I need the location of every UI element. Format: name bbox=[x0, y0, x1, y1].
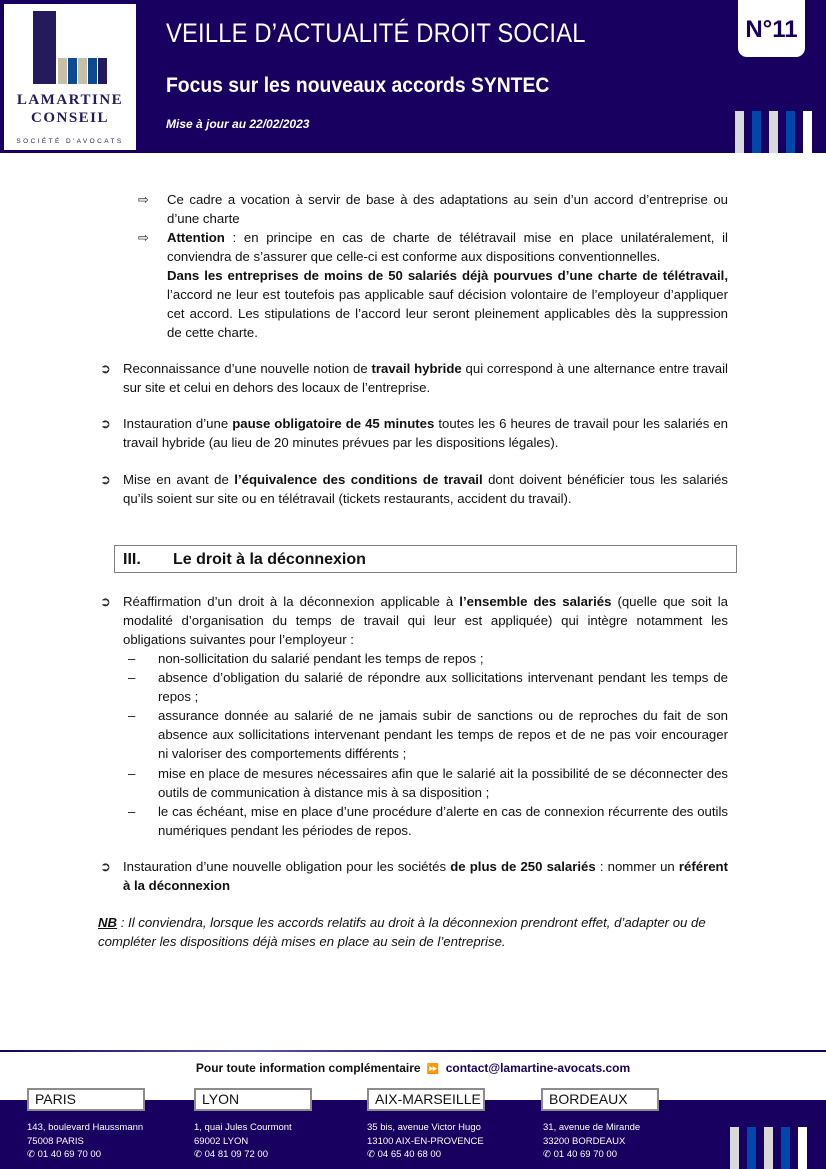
office-address-paris: 143, boulevard Haussmann 75008 PARIS ✆ 01 40 69 70 00 bbox=[27, 1122, 144, 1160]
office-city-paris: PARIS bbox=[27, 1088, 145, 1111]
office-city-lyon: LYON bbox=[194, 1088, 312, 1111]
curved-arrow-bullet-icon: ➲ bbox=[100, 859, 111, 874]
nb-label: NB bbox=[98, 915, 118, 930]
section-heading bbox=[114, 545, 737, 573]
newsletter-subtitle: Focus sur les nouveaux accords SYNTEC bbox=[166, 74, 550, 97]
logo-name-line1: LAMARTINE bbox=[16, 92, 124, 108]
list-item: Réaffirmation d’un droit à la déconnexion applicable à l’ensemble des salariés (quelle que soit la modalité d’organisation du temps de travail qui leur est appliquée) qui intègre notamment les obligations suivantes pour l’employeur : bbox=[123, 594, 728, 647]
phone-icon: ✆ bbox=[27, 1149, 35, 1160]
office-city-aix-marseille: AIX-MARSEILLE bbox=[367, 1088, 485, 1111]
footer-divider bbox=[0, 1050, 826, 1052]
obligation-item: non-sollicitation du salarié pendant les temps de repos ; bbox=[158, 651, 484, 666]
update-date: Mise à jour au 22/02/2023 bbox=[166, 117, 310, 131]
list-item: Instauration d’une nouvelle obligation pour les sociétés de plus de 250 salariés : nommer un référent à la déconnexion bbox=[123, 859, 728, 893]
curved-arrow-bullet-icon: ➲ bbox=[100, 594, 111, 609]
dash-bullet-icon: – bbox=[128, 651, 136, 666]
list-item: Reconnaissance d’une nouvelle notion de travail hybride qui correspond à une alternance entre travail sur site et celui en dehors des locaux de l’entreprise. bbox=[123, 361, 728, 395]
arrow-right-outline-icon: ⇨ bbox=[138, 230, 149, 245]
curved-arrow-bullet-icon: ➲ bbox=[100, 472, 111, 487]
office-address-lyon: 1, quai Jules Courmont 69002 LYON ✆ 04 81 09 72 00 bbox=[194, 1122, 292, 1160]
footer-contact-line: Pour toute information complémentaire ⏩ contact@lamartine-avocats.com bbox=[195, 1061, 631, 1075]
sub-list-item: Attention : en principe en cas de charte de télétravail mise en place unilatéralement, il conviendra de s’assurer que celle-ci est conforme aux dispositions conventionnelles. Dans les entreprises de moins de 50 salariés déjà pourvues d’une charte de télétravail, l’accord ne leur est toutefois pas applicable sauf décision volontaire de l’employeur d’appliquer cet accord. Les stipulations de l’accord leur seront pleinement applicables dès la suppression de cette charte. bbox=[167, 230, 728, 340]
dash-bullet-icon: – bbox=[128, 766, 136, 781]
list-item: Mise en avant de l’équivalence des conditions de travail dont doivent bénéficier tous les salariés qu’ils soient sur site ou en télétravail (tickets restaurants, accident du travail). bbox=[123, 472, 728, 506]
nb-note: NB : Il conviendra, lorsque les accords relatifs au droit à la déconnexion prendront effet, d’adapter ou de compléter les dispositions déjà mises en place au sein de l’entreprise. bbox=[98, 915, 706, 949]
dash-bullet-icon: – bbox=[128, 708, 136, 723]
phone-icon: ✆ bbox=[543, 1149, 551, 1160]
section-title: Le droit à la déconnexion bbox=[173, 551, 366, 568]
curved-arrow-bullet-icon: ➲ bbox=[100, 416, 111, 431]
phone-icon: ✆ bbox=[367, 1149, 375, 1160]
issue-number-badge: N°11 bbox=[738, 0, 805, 57]
dash-bullet-icon: – bbox=[128, 670, 136, 685]
newsletter-title: VEILLE D’ACTUALITÉ DROIT SOCIAL bbox=[166, 18, 586, 48]
list-item: Instauration d’une pause obligatoire de 45 minutes toutes les 6 heures de travail pour les salariés en travail hybride (au lieu de 20 minutes prévues par les dispositions légales). bbox=[123, 416, 728, 450]
sub-list-item: Ce cadre a vocation à servir de base à des adaptations au sein d’un accord d’entreprise ou d’une charte bbox=[167, 192, 728, 226]
section-number: III. bbox=[123, 551, 141, 568]
logo-name-line2: CONSEIL bbox=[30, 110, 110, 126]
dash-bullet-icon: – bbox=[128, 804, 136, 819]
office-address-aix-marseille: 35 bis, avenue Victor Hugo 13100 AIX-EN-PROVENCE ✆ 04 65 40 68 00 bbox=[367, 1122, 484, 1160]
logo-tagline: SOCIÉTÉ D'AVOCATS bbox=[16, 138, 124, 145]
arrow-right-outline-icon: ⇨ bbox=[138, 192, 149, 207]
obligation-item: assurance donnée au salarié de ne jamais subir de sanctions ou de reproches du fait de son absence aux sollicitations intervenant pendant les temps de repos et de ne pas voir encourager ni valoriser des comportements différents ; bbox=[158, 708, 728, 761]
logo-mark-icon bbox=[33, 11, 108, 84]
header-banner bbox=[0, 0, 826, 153]
obligation-item: le cas échéant, mise en place d’une procédure d’alerte en cas de connexion récurrente des outils numériques pendant les périodes de repos. bbox=[158, 804, 728, 838]
curved-arrow-bullet-icon: ➲ bbox=[100, 361, 111, 376]
double-arrow-icon: ⏩ bbox=[426, 1064, 440, 1075]
contact-email-link[interactable]: contact@lamartine-avocats.com bbox=[445, 1061, 631, 1075]
phone-icon: ✆ bbox=[194, 1149, 202, 1160]
decorative-stripes-icon bbox=[735, 111, 815, 153]
office-city-bordeaux: BORDEAUX bbox=[541, 1088, 659, 1111]
obligation-item: mise en place de mesures nécessaires afin que le salarié ait la possibilité de se déconnecter des outils de communication à distance mis à sa disposition ; bbox=[158, 766, 728, 800]
office-address-bordeaux: 31, avenue de Mirande 33200 BORDEAUX ✆ 01 40 69 70 00 bbox=[543, 1122, 641, 1160]
obligation-item: absence d’obligation du salarié de répondre aux sollicitations intervenant pendant les temps de repos ; bbox=[158, 670, 728, 704]
footer-decorative-stripes-icon bbox=[730, 1127, 810, 1169]
firm-logo bbox=[3, 3, 137, 151]
